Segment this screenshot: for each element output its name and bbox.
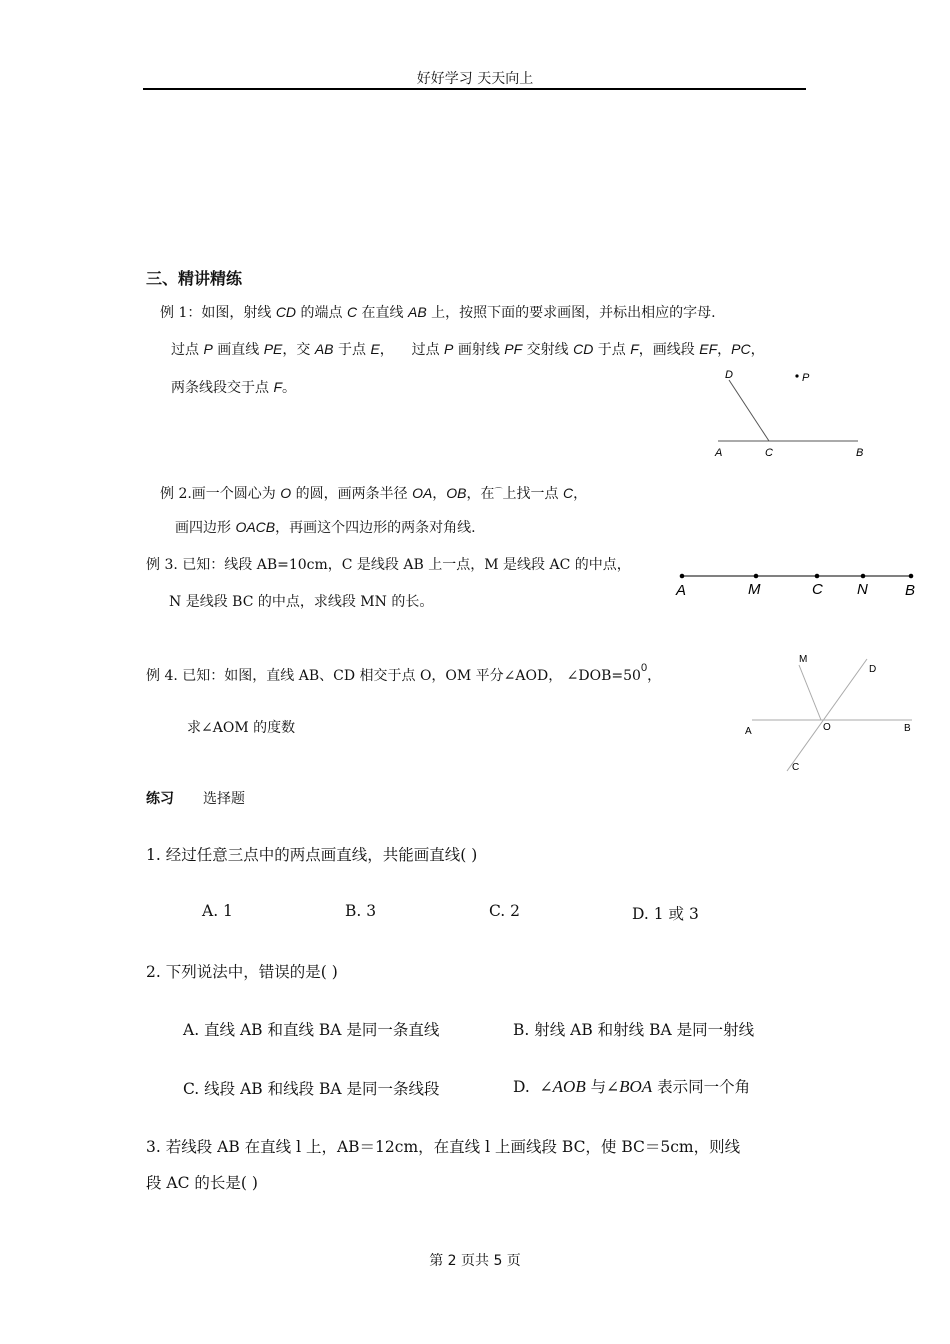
label-c: C [812,581,823,598]
example-3-line-2: N 是线段 BC 的中点，求线段 MN 的长。 [169,594,434,610]
text-run: 画四边形 [175,520,236,536]
math-var: C [346,304,358,320]
degree-mark: 0 [640,662,648,674]
math-var: P [444,341,454,357]
text-run: 在直线 [357,305,408,321]
text-run: 例 4. 已知：如图，直线 AB、CD 相交于点 O，OM 平分∠AOD， ∠DOB=50 [146,668,641,684]
question-3-line-1: 3. 若线段 AB 在直线 l 上，AB＝12cm，在直线 l 上画线段 BC，使 BC＝5cm，则线 [146,1138,741,1156]
practice-title: 练习 [146,791,174,807]
ray-cd [729,380,769,441]
question-2-option-b: B. 射线 AB 和射线 BA 是同一射线 [513,1021,755,1039]
math-var: E [370,341,380,357]
text-run: 上找一点 [502,486,563,502]
example-1-line-3 [171,377,296,397]
question-1-option-d: D. 1 或 3 [632,905,699,923]
point-p [795,374,798,377]
label-c: C [792,762,800,773]
page-number: 第 2 页共 5 页 [429,1253,521,1269]
text-run: ， [647,668,662,684]
label-m: M [748,581,761,598]
math-var: P [203,341,213,357]
label-d: D [869,664,877,675]
question-1-option-b: B. 3 [345,902,377,920]
example-2-line-1 [160,483,587,503]
text-run: ，再画这个四边形的两条对角线. [275,520,476,536]
text-run: ， [432,486,447,502]
example-4-line-2: 求∠AOM 的度数 [187,720,296,736]
point-n [861,574,866,579]
text-run: 于点 [593,342,631,358]
label-n: N [857,581,868,598]
text-run: ， [750,342,765,358]
point-m [754,574,759,579]
example-3-figure [668,565,928,603]
example-4-figure [735,645,920,775]
practice-subtitle: 选择题 [203,791,245,807]
label-a: A [676,582,687,599]
label-b: B [856,447,864,459]
question-1-stem: 1. 经过任意三点中的两点画直线，共能画直线( ) [146,846,478,864]
math-var: O [280,485,292,501]
text-run: ， 过点 [379,342,445,358]
math-var: C [562,485,574,501]
example-4-line-1 [146,662,661,685]
label-d: D [725,369,733,381]
text-run: 于点 [333,342,371,358]
math-var: CD [573,341,594,357]
math-var: OA [412,485,433,501]
text-run: 例 1：如图，射线 [160,305,276,321]
line-cd [787,659,867,771]
label-m: M [799,654,808,665]
question-2-stem: 2. 下列说法中，错误的是( ) [146,963,338,981]
label-o: O [823,722,831,733]
math-var: PC [731,341,751,357]
page-header-title: 好好学习 天天向上 [416,71,534,87]
label-b: B [904,723,911,734]
question-3-line-2: 段 AC 的长是( ) [146,1174,258,1192]
text-run: 画直线 [212,342,264,358]
math-var: AB [314,341,334,357]
point-a [680,574,685,579]
math-var: F [630,341,639,357]
text-run: 过点 [171,342,204,358]
header-divider [143,88,806,90]
section-title: 三、精讲精练 [146,269,243,288]
example-1-line-2 [171,339,765,359]
example-1-figure [700,360,880,465]
math-var: F [273,379,283,395]
text-run: ， [573,486,588,502]
example-1-line-1 [160,302,716,322]
question-2-option-c: C. 线段 AB 和线段 BA 是同一条线段 [183,1080,440,1098]
text-run: ， [717,342,732,358]
point-c [815,574,820,579]
text-run: ，画线段 [638,342,700,358]
math-var: AB [407,304,427,320]
text-run: 的端点 [296,305,347,321]
text-run: ，交 [282,342,315,358]
text-run: 例 2.画一个圆心为 [160,486,281,502]
arc-symbol: ⌒ [494,487,503,496]
question-1-option-c: C. 2 [489,902,521,920]
question-2-option-a: A. 直线 AB 和直线 BA 是同一条直线 [183,1021,440,1039]
math-var: OB [446,485,467,501]
example-3-line-1: 例 3. 已知：线段 AB=10cm，C 是线段 AB 上一点，M 是线段 AC 的中点， [146,557,631,573]
text-run: 交射线 [522,342,574,358]
text-run: 与∠ [585,1078,620,1096]
text-run: 的圆，画两条半径 [291,486,413,502]
math-var: PE [263,341,283,357]
text-run: 表示同一个角 [652,1078,751,1096]
ray-om [799,665,821,720]
label-p: P [802,372,810,384]
label-a: A [745,726,752,737]
label-c: C [765,447,773,459]
label-a: A [715,447,723,459]
text-run: 两条线段交于点 [171,380,274,396]
math-var: EF [699,341,718,357]
label-b: B [905,582,916,599]
math-var: AOB [552,1077,586,1096]
math-var: CD [275,304,297,320]
question-1-option-a: A. 1 [202,902,233,920]
question-2-option-d [513,1075,750,1097]
math-var: BOA [619,1077,653,1096]
example-2-line-2 [175,517,476,537]
text-run: 。 [282,380,297,396]
text-run: 上，按照下面的要求画图，并标出相应的字母. [426,305,716,321]
math-var: PF [504,341,523,357]
text-run: ，在 [466,486,495,502]
math-var: OACB [235,519,276,535]
text-run: 画射线 [453,342,505,358]
point-b [909,574,914,579]
text-run: D. ∠ [513,1078,553,1096]
